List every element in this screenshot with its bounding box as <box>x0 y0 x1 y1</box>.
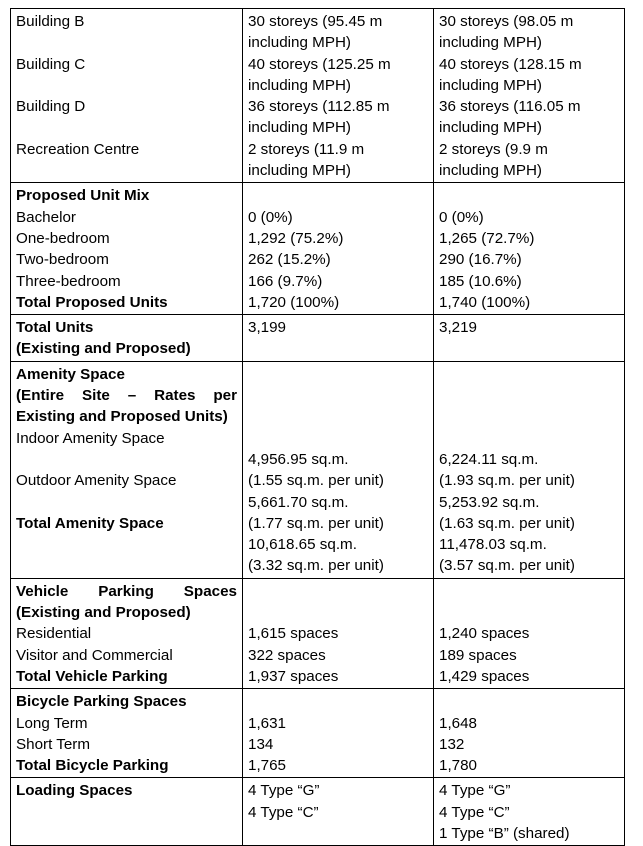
row-label: Recreation Centre <box>16 140 140 158</box>
value-cell-col3 <box>434 9 625 183</box>
cell-value: (1.93 sq.m. per unit) <box>439 472 575 490</box>
row-label: Two-bedroom <box>16 251 109 269</box>
label-cell <box>11 361 243 578</box>
cell-value: 40 storeys (125.25 m <box>248 55 391 73</box>
cell-value: 1,240 spaces <box>439 625 530 643</box>
cell-value: 5,253.92 sq.m. <box>439 493 540 511</box>
value-cell-col2 <box>243 361 434 578</box>
cell-value: 3,199 <box>248 319 287 337</box>
section-heading-detail: (Existing and Proposed) <box>16 340 191 358</box>
cell-value: 1,265 (72.7%) <box>439 229 535 247</box>
cell-value: 1,937 spaces <box>248 667 339 685</box>
row-label: Indoor Amenity Space <box>16 429 165 447</box>
cell-value: 0 (0%) <box>439 208 484 226</box>
cell-value: 2 storeys (11.9 m <box>248 140 365 158</box>
table-row-unit-mix <box>11 183 625 315</box>
cell-value: 290 (16.7%) <box>439 251 522 269</box>
section-heading: Total Units <box>16 319 94 337</box>
cell-value: (3.32 sq.m. per unit) <box>248 557 384 575</box>
value-cell-col2 <box>243 183 434 315</box>
value-cell-col3 <box>434 778 625 846</box>
section-heading: Loading Spaces <box>16 782 133 800</box>
cell-value: 4 Type “C” <box>248 803 319 821</box>
cell-value: including MPH) <box>248 162 351 180</box>
cell-value: including MPH) <box>248 76 351 94</box>
value-cell-col2 <box>243 778 434 846</box>
value-cell-col3 <box>434 689 625 778</box>
table-row-bicycle-parking <box>11 689 625 778</box>
cell-value: 1,740 (100%) <box>439 293 531 311</box>
cell-value: 185 (10.6%) <box>439 272 522 290</box>
cell-value: 1,648 <box>439 714 478 732</box>
table-row-vehicle-parking <box>11 578 625 688</box>
row-label: Visitor and Commercial <box>16 646 173 664</box>
row-label: One-bedroom <box>16 229 110 247</box>
cell-value: 5,661.70 sq.m. <box>248 493 349 511</box>
cell-value: (1.77 sq.m. per unit) <box>248 514 384 532</box>
cell-value: 262 (15.2%) <box>248 251 331 269</box>
row-label: Building B <box>16 13 85 30</box>
table-row-amenity-space <box>11 361 625 578</box>
cell-value: 36 storeys (112.85 m <box>248 98 390 116</box>
cell-value: 1,765 <box>248 757 287 775</box>
cell-value: including MPH) <box>439 34 542 52</box>
label-cell <box>11 9 243 183</box>
row-label: Three-bedroom <box>16 272 121 290</box>
statistics-table <box>10 8 625 846</box>
row-label: Bachelor <box>16 208 76 226</box>
cell-value: 1,429 spaces <box>439 667 530 685</box>
table-row-buildings <box>11 9 625 183</box>
cell-value: 40 storeys (128.15 m <box>439 55 582 73</box>
cell-value: 11,478.03 sq.m. <box>439 536 547 554</box>
label-cell <box>11 689 243 778</box>
cell-value: 0 (0%) <box>248 208 293 226</box>
row-label: Residential <box>16 625 92 643</box>
cell-value: 6,224.11 sq.m. <box>439 450 539 468</box>
row-label: Building C <box>16 55 86 73</box>
label-cell <box>11 183 243 315</box>
value-cell-col2 <box>243 578 434 688</box>
total-label: Total Vehicle Parking <box>16 667 168 685</box>
section-heading: Proposed Unit Mix <box>16 187 150 205</box>
section-heading-detail: (Entire Site – Rates per Existing and Proposed Units) <box>16 387 237 426</box>
label-cell <box>11 778 243 846</box>
cell-value: 10,618.65 sq.m. <box>248 536 357 554</box>
row-label: Long Term <box>16 714 88 732</box>
label-cell <box>11 578 243 688</box>
value-cell-col3 <box>434 183 625 315</box>
cell-value: 30 storeys (95.45 m <box>248 13 383 30</box>
value-cell-col2 <box>243 9 434 183</box>
row-label: Outdoor Amenity Space <box>16 472 177 490</box>
cell-value: including MPH) <box>439 76 542 94</box>
section-heading: Bicycle Parking Spaces <box>16 693 187 711</box>
cell-value: 132 <box>439 735 465 753</box>
cell-value: including MPH) <box>439 119 542 137</box>
value-cell-col3 <box>434 578 625 688</box>
section-heading: Amenity Space <box>16 365 125 383</box>
table-row-loading-spaces <box>11 778 625 846</box>
total-label: Total Amenity Space <box>16 514 164 532</box>
total-label: Total Proposed Units <box>16 293 168 311</box>
cell-value: including MPH) <box>439 162 542 180</box>
cell-value: (3.57 sq.m. per unit) <box>439 557 575 575</box>
cell-value: 2 storeys (9.9 m <box>439 140 548 158</box>
value-cell-col3 <box>434 361 625 578</box>
cell-value: 36 storeys (116.05 m <box>439 98 581 116</box>
total-label: Total Bicycle Parking <box>16 757 169 775</box>
row-label: Building D <box>16 98 86 116</box>
cell-value: 4,956.95 sq.m. <box>248 450 349 468</box>
cell-value: including MPH) <box>248 119 351 137</box>
cell-value: (1.63 sq.m. per unit) <box>439 514 575 532</box>
value-cell-col2 <box>243 315 434 362</box>
cell-value: 4 Type “G” <box>439 782 511 800</box>
cell-value: 3,219 <box>439 319 478 337</box>
cell-value: 1 Type “B” (shared) <box>439 824 570 842</box>
label-cell <box>11 315 243 362</box>
table-row-total-units <box>11 315 625 362</box>
value-cell-col3 <box>434 315 625 362</box>
cell-value: 1,631 <box>248 714 287 732</box>
cell-value: 1,292 (75.2%) <box>248 229 344 247</box>
row-label: Short Term <box>16 735 90 753</box>
cell-value: 30 storeys (98.05 m <box>439 13 574 30</box>
cell-value: 166 (9.7%) <box>248 272 323 290</box>
cell-value: 189 spaces <box>439 646 517 664</box>
cell-value: 134 <box>248 735 274 753</box>
section-heading: Vehicle Parking Spaces (Existing and Proposed) <box>16 582 237 622</box>
cell-value: including MPH) <box>248 34 351 52</box>
cell-value: (1.55 sq.m. per unit) <box>248 472 384 490</box>
cell-value: 1,615 spaces <box>248 625 339 643</box>
cell-value: 4 Type “G” <box>248 782 320 800</box>
cell-value: 1,720 (100%) <box>248 293 340 311</box>
cell-value: 4 Type “C” <box>439 803 510 821</box>
cell-value: 322 spaces <box>248 646 326 664</box>
value-cell-col2 <box>243 689 434 778</box>
cell-value: 1,780 <box>439 757 478 775</box>
